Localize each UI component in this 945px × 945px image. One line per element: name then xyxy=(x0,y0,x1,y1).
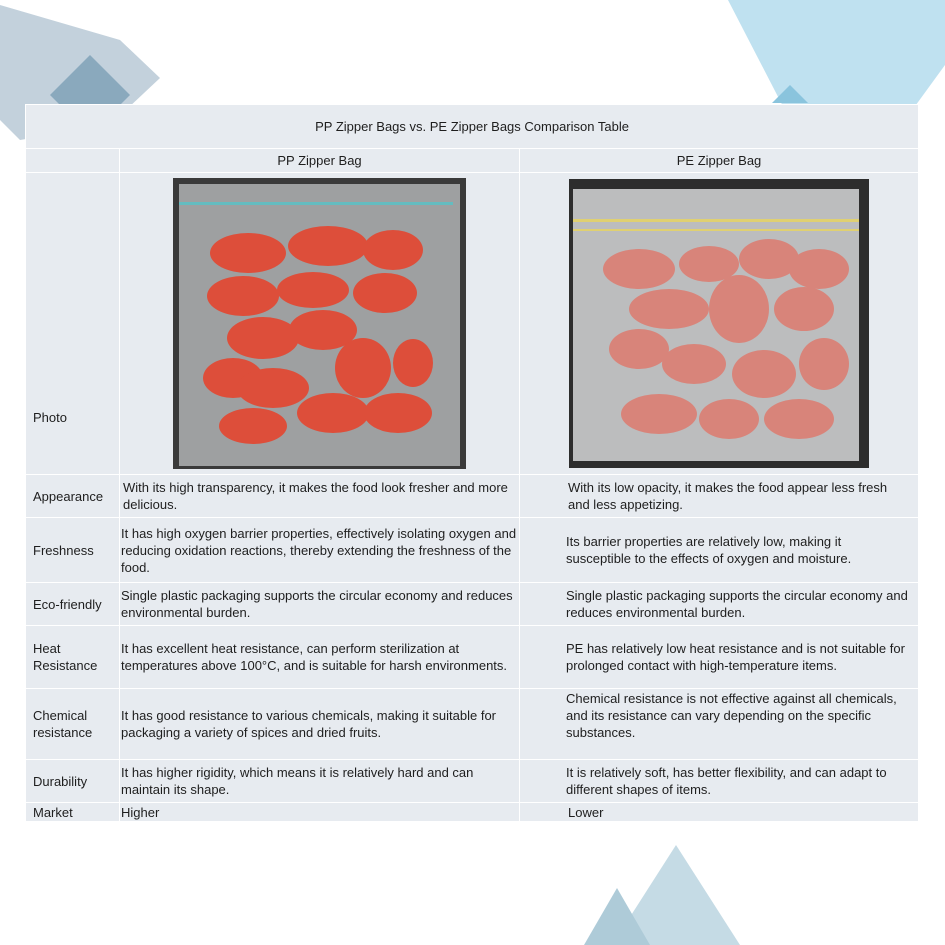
table-title: PP Zipper Bags vs. PE Zipper Bags Comparison Table xyxy=(26,105,919,149)
row-label-freshness: Freshness xyxy=(26,518,120,583)
pp-market: Higher xyxy=(120,803,520,822)
row-label-appearance: Appearance xyxy=(26,475,120,518)
pe-photo-cell xyxy=(520,173,919,475)
row-label-durability: Durability xyxy=(26,760,120,803)
row-label-photo: Photo xyxy=(26,173,120,475)
pp-freshness: It has high oxygen barrier properties, effectively isolating oxygen and reducing oxidation reactions, thereby extending the freshness of the food. xyxy=(120,518,520,583)
pp-photo-cell xyxy=(120,173,520,475)
pe-chemical-resistance: Chemical resistance is not effective against all chemicals, and its resistance can vary depending on the specific substances. xyxy=(520,689,919,760)
column-header-pe: PE Zipper Bag xyxy=(520,149,919,173)
pe-appearance: With its low opacity, it makes the food appear less fresh and less appetizing. xyxy=(520,475,919,518)
pp-bag-photo xyxy=(173,178,466,469)
pe-market: Lower xyxy=(520,803,919,822)
pp-heat-resistance: It has excellent heat resistance, can perform sterilization at temperatures above 100°C, and is suitable for harsh environments. xyxy=(120,626,520,689)
row-label-market: Market xyxy=(26,803,120,822)
pe-freshness: Its barrier properties are relatively low, making it susceptible to the effects of oxygen and moisture. xyxy=(520,518,919,583)
row-label-heat-resistance: Heat Resistance xyxy=(26,626,120,689)
row-label-chemical-resistance: Chemical resistance xyxy=(26,689,120,760)
comparison-table xyxy=(25,104,919,822)
header-empty-cell xyxy=(26,149,120,173)
pp-appearance: With its high transparency, it makes the food look fresher and more delicious. xyxy=(120,475,520,518)
row-label-eco-friendly: Eco-friendly xyxy=(26,583,120,626)
pe-heat-resistance: PE has relatively low heat resistance and is not suitable for prolonged contact with high-temperature items. xyxy=(520,626,919,689)
pe-eco-friendly: Single plastic packaging supports the circular economy and reduces environmental burden. xyxy=(520,583,919,626)
pp-chemical-resistance: It has good resistance to various chemicals, making it suitable for packaging a variety of spices and dried fruits. xyxy=(120,689,520,760)
deco-triangle-top-right xyxy=(728,0,945,120)
pe-durability: It is relatively soft, has better flexibility, and can adapt to different shapes of items. xyxy=(520,760,919,803)
pe-bag-photo xyxy=(569,179,869,468)
pp-durability: It has higher rigidity, which means it is relatively hard and can maintain its shape. xyxy=(120,760,520,803)
column-header-pp: PP Zipper Bag xyxy=(120,149,520,173)
pp-eco-friendly: Single plastic packaging supports the circular economy and reduces environmental burden. xyxy=(120,583,520,626)
